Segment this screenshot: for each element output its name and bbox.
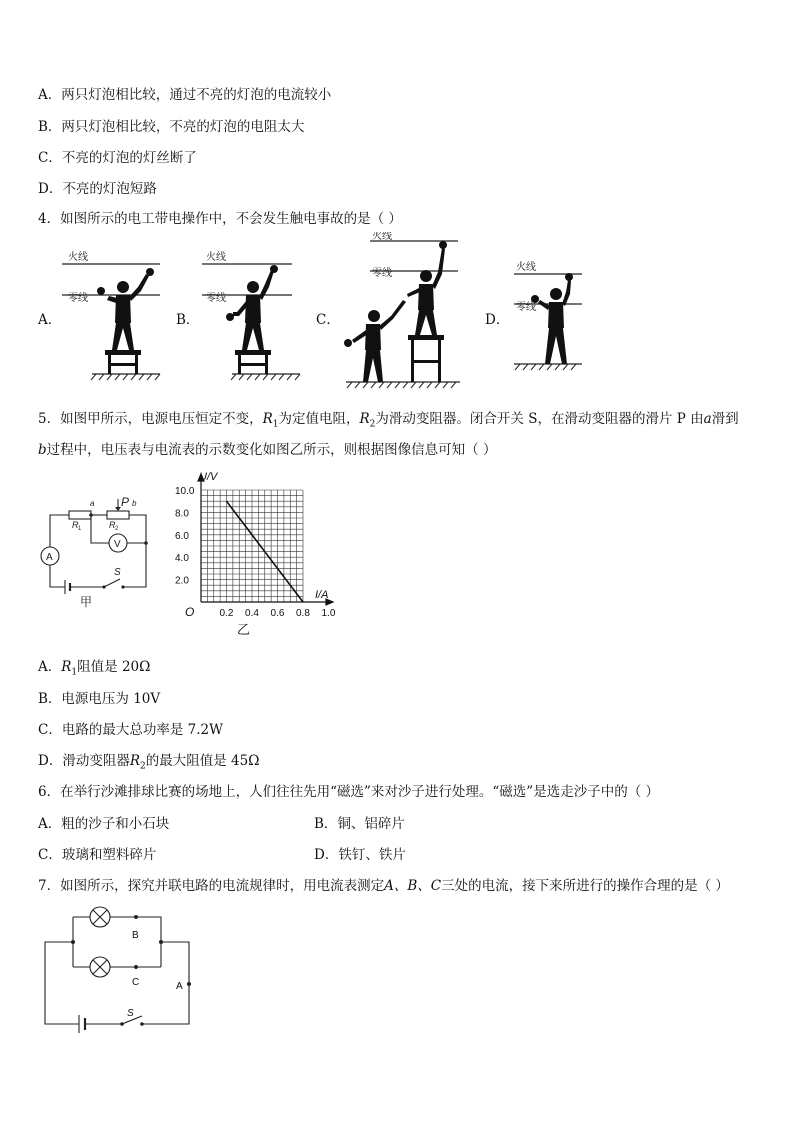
q4-figures xyxy=(30,232,600,392)
q3-option-c: C．不亮的灯泡的灯丝断了 xyxy=(38,150,197,166)
q4-b-live-label: 火线 xyxy=(206,252,226,263)
circuit-caption: 甲 xyxy=(80,595,93,609)
q7-label-c: C xyxy=(132,977,140,988)
q5-circuit-diagram xyxy=(34,495,164,615)
voltmeter-label: V xyxy=(114,539,121,550)
q4-c-live-label: 火线 xyxy=(372,232,392,242)
chart-xlabel: I/A xyxy=(315,589,329,601)
q4-label-d: D． xyxy=(485,312,510,328)
q5-stem-line1: 5．如图甲所示，电源电压恒定不变，$R_1$为定值电阻，$R_2$为滑动变阻器。闭合开关 S，在滑动变阻器的滑片 P 由a滑到 xyxy=(38,411,739,430)
q5-option-d: D．滑动变阻器$R_2$的最大阻值是 45Ω xyxy=(38,753,260,772)
q6-option-c: C．玻璃和塑料碎片 xyxy=(38,847,157,863)
q4-d-neutral-label: 零线 xyxy=(516,302,536,313)
q5-option-a: A．$R_1$阻值是 20Ω xyxy=(38,659,151,678)
q7-label-b: B xyxy=(132,930,139,941)
x-tick-label: 1.0 xyxy=(321,608,335,619)
x-tick-label: 0.6 xyxy=(270,608,285,619)
ammeter-label: A xyxy=(46,552,53,563)
q3-option-d: D．不亮的灯泡短路 xyxy=(38,181,157,197)
q4-label-b: B． xyxy=(176,312,200,328)
q7-label-a: A xyxy=(176,981,183,992)
x-tick-label: 0.8 xyxy=(296,608,310,619)
x-tick-label: 0.4 xyxy=(245,608,259,619)
y-tick-label: 6.0 xyxy=(175,530,189,542)
q4-label-a: A． xyxy=(38,312,62,328)
q4-c-neutral-label: 零线 xyxy=(372,268,392,279)
q3-option-a: A．两只灯泡相比较，通过不亮的灯泡的电流较小 xyxy=(38,87,332,103)
q6-option-a: A．粗的沙子和小石块 xyxy=(38,816,170,832)
q5-u-i-chart xyxy=(165,468,335,640)
x-tick-label: 0.2 xyxy=(219,608,234,619)
circuit-label-r2: R xyxy=(109,520,116,530)
circuit-label-p: P xyxy=(121,495,130,509)
y-tick-label: 8.0 xyxy=(175,508,189,520)
q7-label-s: S xyxy=(127,1008,134,1019)
y-tick-label: 2.0 xyxy=(175,575,189,587)
q6-stem: 6．在举行沙滩排球比赛的场地上，人们往往先用“磁选”来对沙子进行处理。“磁选”是选走沙子中的（ ） xyxy=(38,784,659,800)
q4-a-neutral-label: 零线 xyxy=(68,293,88,304)
q4-d-live-label: 火线 xyxy=(516,262,536,273)
q5-stem-line2: b过程中，电压表与电流表的示数变化如图乙所示，则根据图像信息可知（ ） xyxy=(38,442,497,458)
q6-option-b: B．铜、铝碎片 xyxy=(314,816,405,832)
switch-label: S xyxy=(114,567,121,578)
y-tick-label: 10.0 xyxy=(175,486,195,497)
q7-parallel-circuit xyxy=(40,905,200,1040)
q7-stem: 7．如图所示，探究并联电路的电流规律时，用电流表测定A、B、C三处的电流，接下来所进行的操作合理的是（ ） xyxy=(38,878,729,894)
q6-option-d: D．铁钉、铁片 xyxy=(314,847,406,863)
q3-option-b: B．两只灯泡相比较，不亮的灯泡的电阻太大 xyxy=(38,119,305,135)
y-tick-label: 4.0 xyxy=(175,553,189,565)
q4-stem: 4．如图所示的电工带电操作中，不会发生触电事故的是（ ） xyxy=(38,211,402,227)
chart-origin: O xyxy=(185,605,195,619)
q4-label-c: C． xyxy=(316,312,340,328)
circuit-label-r1: R xyxy=(72,520,79,530)
q5-option-b: B．电源电压为 10V xyxy=(38,691,161,707)
circuit-label-a: a xyxy=(90,499,95,508)
circuit-label-b: b xyxy=(132,499,137,508)
q4-b-neutral-label: 零线 xyxy=(206,293,226,304)
chart-ylabel: U/V xyxy=(199,471,218,483)
q4-a-live-label: 火线 xyxy=(68,252,88,263)
q5-option-c: C．电路的最大总功率是 7.2W xyxy=(38,722,223,738)
chart-caption: 乙 xyxy=(237,622,251,637)
circuit-label-r1-sub: 1 xyxy=(78,526,82,532)
circuit-label-r2-sub: 2 xyxy=(115,526,119,532)
